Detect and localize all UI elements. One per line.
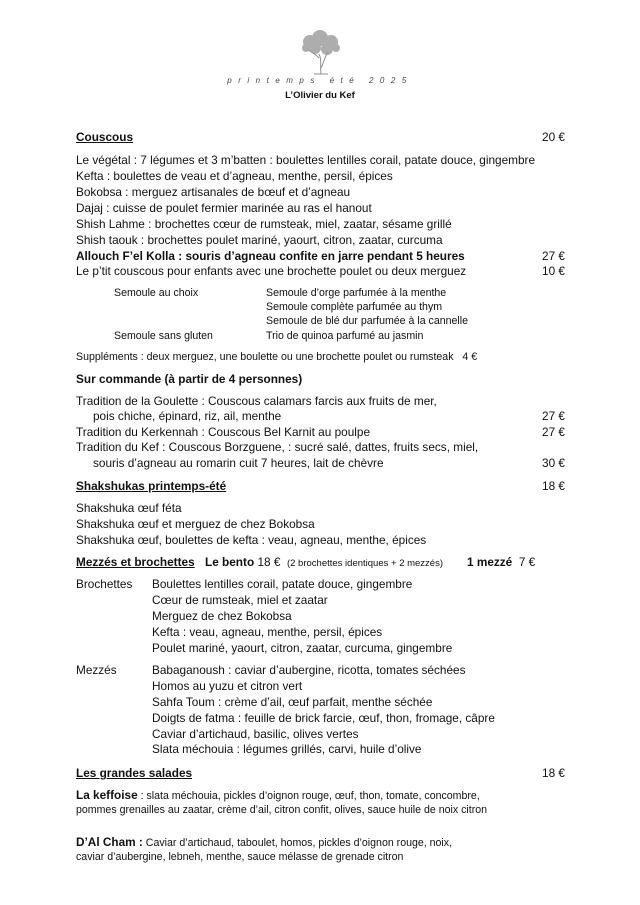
section-title-couscous: Couscous [76,130,134,144]
alcham-line-2: caviar d’aubergine, lebneh, menthe, sauce mélasse de grenade citron [76,851,404,863]
kids-price: 10 € [542,264,565,278]
section-title-shakshukas: Shakshukas printemps-été [76,479,227,493]
allouch-price: 27 € [542,249,565,263]
menu-item: Kefta : boulettes de veau et d’agneau, menthe, persil, épices [76,169,393,183]
goulette-price: 27 € [542,409,565,423]
menu-item: Shish Lahme : brochettes cœur de rumsteak, miel, zaatar, sésame grillé [76,217,452,231]
bento-label: Le bento [205,555,255,569]
semoule-option: Semoule d’orge parfumée à la menthe [266,287,447,299]
alcham-name: D’Al Cham : [76,835,143,849]
menu-item: Tradition du Kerkennah : Couscous Bel Karnit au poulpe [76,425,371,439]
brochette-item: Merguez de chez Bokobsa [152,609,292,623]
menu-item: Bokobsa : merguez artisanales de bœuf et d’agneau [76,185,351,199]
menu-item: Shakshuka œuf, boulettes de kefta : veau, agneau, menthe, épices [76,533,427,547]
section-title-mezzes: Mezzés et brochettes [76,555,195,569]
menu-item-kids: Le p’tit couscous pour enfants avec une brochette poulet ou deux merguez [76,264,467,278]
one-mezze-label: 1 mezzé [467,555,513,569]
sans-gluten-option: Trio de quinoa parfumé au jasmin [266,330,424,342]
menu-item: pois chiche, épinard, riz, ail, menthe [93,409,282,423]
keffoise-line-2: pommes grenailles au zaatar, crème d’ail, citron confit, olives, sauce huile de noix citron [76,804,488,816]
menu-item-allouch: Allouch F’el Kolla : souris d’agneau confite en jarre pendant 5 heures [76,249,465,263]
kerkennah-price: 27 € [542,425,565,439]
brochette-item: Poulet mariné, yaourt, citron, zaatar, curcuma, gingembre [152,641,453,655]
salades-price: 18 € [542,766,565,780]
olive-tree-logo [298,28,344,76]
semoule-option: Semoule de blé dur parfumée à la cannelle [266,315,469,327]
brochettes-label: Brochettes [76,577,133,591]
bento-note: (2 brochettes identiques + 2 mezzés) [286,558,444,569]
supplements-line [76,350,477,364]
menu-item: Shakshuka œuf et merguez de chez Bokobsa [76,517,315,531]
semoule-option: Semoule complète parfumée au thym [266,301,443,313]
section-title-sur-commande: Sur commande (à partir de 4 personnes) [76,372,303,386]
sans-gluten-label: Semoule sans gluten [114,330,213,342]
one-mezze-line [467,555,535,569]
menu-item: Dajaj : cuisse de poulet fermier marinée au ras el hanout [76,201,372,215]
mezze-item: Slata méchouia : légumes grillés, carvi, huile d’olive [152,742,422,756]
menu-item: souris d’agneau au romarin cuit 7 heures, lait de chèvre [93,456,384,470]
menu-item: Shakshuka œuf féta [76,501,182,515]
section-title-salades: Les grandes salades [76,766,193,780]
season-subtitle: printemps été 2025 [227,76,413,85]
one-mezze-price: 7 € [518,555,536,569]
alcham-line-1 [76,835,452,850]
semoule-choix-label: Semoule au choix [114,287,199,299]
brochette-item: Boulettes lentilles corail, patate douce, gingembre [152,577,413,591]
bento-price: 18 € [257,555,281,569]
menu-item: Tradition de la Goulette : Couscous calamars farcis aux fruits de mer, [76,394,437,408]
brochette-item: Cœur de rumsteak, miel et zaatar [152,593,328,607]
mezzes-label: Mezzés [76,663,117,677]
mezze-item: Caviar d’artichaud, basilic, olives vertes [152,727,359,741]
keffoise-line-1 [76,788,480,803]
mezze-item: Homos au yuzu et citron vert [152,679,303,693]
shakshukas-price: 18 € [542,479,565,493]
keffoise-desc: : slata méchouia, pickles d’oignon rouge, œuf, thon, tomate, concombre, [137,790,480,802]
couscous-price: 20 € [542,130,565,144]
menu-item: Tradition du Kef : Couscous Borzguene, : sucré salé, dattes, fruits secs, miel, [76,440,479,454]
keffoise-name: La keffoise [76,788,138,802]
menu-item: Shish taouk : brochettes poulet mariné, yaourt, citron, zaatar, curcuma [76,233,443,247]
mezze-item: Doigts de fatma : feuille de brick farcie, œuf, thon, fromage, câpre [152,711,495,725]
mezze-item: Babaganoush : caviar d’aubergine, ricotta, tomates séchées [152,663,466,677]
kef-price: 30 € [542,456,565,470]
mezze-item: Sahfa Toum : crème d’ail, œuf parfait, menthe séchée [152,695,433,709]
menu-item: Le végétal : 7 légumes et 3 m’batten : boulettes lentilles corail, patate douce, gingembre [76,153,536,167]
alcham-desc: Caviar d’artichaud, taboulet, homos, pickles d’oignon rouge, noix, [142,837,453,849]
supplements-text: Suppléments : deux merguez, une boulette ou une brochette poulet ou rumsteak [76,351,454,363]
bento-line [205,555,443,571]
brochette-item: Kefta : veau, agneau, menthe, persil, épices [152,625,383,639]
restaurant-name: L’Olivier du Kef [285,90,355,101]
supplements-price: 4 € [462,351,478,363]
